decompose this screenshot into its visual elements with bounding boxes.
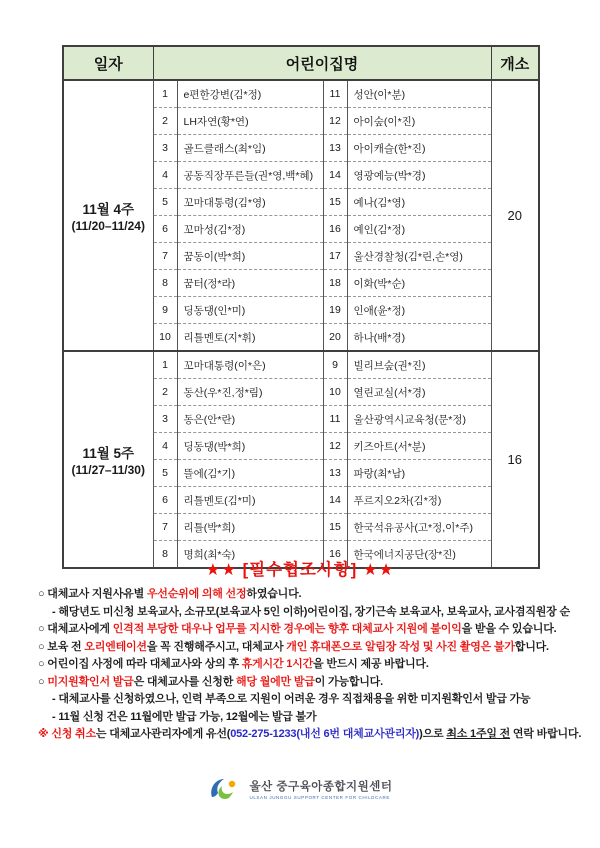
entry-number: 13 <box>323 460 347 487</box>
daycare-name: 한국석유공사(고*정,이*주) <box>347 514 491 541</box>
notice-segment-red: 우선순위에 의해 선정 <box>146 588 247 600</box>
entry-number: 3 <box>153 135 177 162</box>
daycare-name: 공동직장푸른들(권*영,백*혜) <box>177 162 323 189</box>
daycare-name: 한국에너지공단(장*진) <box>347 541 491 569</box>
entry-number: 6 <box>153 216 177 243</box>
week-label-line1: 11월 5주 <box>82 446 135 461</box>
daycare-name: e편한강변(김*정) <box>177 80 323 108</box>
notice-segment-plain: 을 받을 수 있습니다. <box>461 623 557 635</box>
daycare-name: 열린교실(서*경) <box>347 379 491 406</box>
daycare-name: 하나(배*경) <box>347 324 491 352</box>
table-row <box>63 80 539 108</box>
week-label-line2: (11/27–11/30) <box>71 463 145 477</box>
entry-number: 11 <box>323 406 347 433</box>
notice-segment-plain: 을 꼭 진행해주시고, 대체교사 <box>146 640 287 653</box>
notice-segment-plain: ○ 대체교사에게 <box>38 623 113 635</box>
entry-number: 1 <box>153 351 177 379</box>
table-row <box>63 351 539 379</box>
notice-line <box>38 604 570 622</box>
notice-segment-blue: 052-275-1233(내선 6번 대체교사관리자) <box>230 728 420 740</box>
notice-segment-red: 인격적 부당한 대우나 업무를 지시한 경우에는 향후 대체교사 지원에 불이익 <box>112 623 462 635</box>
header-date: 일자 <box>63 46 153 80</box>
week-count-cell: 16 <box>491 351 539 568</box>
entry-number: 4 <box>153 433 177 460</box>
notice-segment-red: 미지원확인서 발급 <box>47 675 134 688</box>
daycare-name: 예인(김*정) <box>347 216 491 243</box>
entry-number: 3 <box>153 406 177 433</box>
entry-number: 10 <box>323 379 347 406</box>
entry-number: 8 <box>153 270 177 297</box>
daycare-name: 울산광역시교육청(문*정) <box>347 406 491 433</box>
entry-number: 14 <box>323 162 347 189</box>
daycare-name: 울산경찰청(김*린,손*영) <box>347 243 491 270</box>
entry-number: 4 <box>153 162 177 189</box>
entry-number: 17 <box>323 243 347 270</box>
center-logo-icon <box>207 776 243 802</box>
week-label-line1: 11월 4주 <box>82 202 135 217</box>
daycare-name: 꼬마대통령(김*영) <box>177 189 323 216</box>
entry-number: 8 <box>153 541 177 569</box>
notice-segment-plain: ○ 어린이집 사정에 따라 대체교사와 상의 후 <box>38 658 242 670</box>
daycare-name: 성안(이*분) <box>347 80 491 108</box>
entry-number: 6 <box>153 487 177 514</box>
daycare-name: 이화(박*순) <box>347 270 491 297</box>
notice-line <box>38 621 570 639</box>
daycare-name: 골드클래스(최*임) <box>177 135 323 162</box>
week-label-cell <box>63 80 153 351</box>
daycare-name: LH자연(황*연) <box>177 108 323 135</box>
entry-number: 5 <box>153 460 177 487</box>
entry-number: 13 <box>323 135 347 162</box>
daycare-name: 리틀멘토(김*미) <box>177 487 323 514</box>
notice-line <box>38 586 570 604</box>
entry-number: 11 <box>323 80 347 108</box>
notice-segment-red: ※ 신청 취소 <box>38 728 96 740</box>
daycare-name: 명희(최*숙) <box>177 541 323 569</box>
notice-segment-plain: ○ 보육 전 <box>38 640 85 653</box>
entry-number: 12 <box>323 433 347 460</box>
required-cooperation-title: ★★ [필수협조사항] ★★ <box>205 561 395 579</box>
entry-number: 16 <box>323 216 347 243</box>
notice-segment-plain: - 해당년도 미신청 보육교사, 소규모(보육교사 5인 이하)어린이집, 장기근속 보육교사, 보육교사, 교사겸직원장 순 <box>52 605 570 618</box>
notice-line <box>38 656 570 674</box>
notice-segment-red: 개인 휴대폰으로 알림장 작성 및 사진 촬영은 불가 <box>286 640 515 653</box>
notice-segment-red: 해당 월에만 발급 <box>235 675 315 688</box>
daycare-name: 동은(안*란) <box>177 406 323 433</box>
notice-list <box>38 586 582 744</box>
daycare-name: 아이캐슬(한*진) <box>347 135 491 162</box>
entry-number: 7 <box>153 514 177 541</box>
daycare-name: 키즈아트(서*분) <box>347 433 491 460</box>
daycare-name: 푸르지오2차(김*정) <box>347 487 491 514</box>
notice-segment-underline: 최소 1주일 전 <box>446 728 511 740</box>
notice-segment-plain: ○ <box>38 675 48 688</box>
notice-line <box>38 709 570 727</box>
notice-segment-plain: 은 대체교사를 신청한 <box>133 675 236 688</box>
entry-number: 5 <box>153 189 177 216</box>
entry-number: 9 <box>153 297 177 324</box>
footer-center-name-english: ULSAN JUNGGU SUPPORT CENTER FOR CHILDCARE <box>249 795 390 800</box>
daycare-name: 꼬마대통령(이*은) <box>177 351 323 379</box>
footer-logo <box>0 776 600 802</box>
daycare-name: 뜰에(김*기) <box>177 460 323 487</box>
footer-center-name: 울산 중구육아종합지원센터 <box>249 781 393 793</box>
entry-number: 18 <box>323 270 347 297</box>
table-header-row <box>63 46 539 80</box>
notice-segment-plain: - 11월 신청 건은 11월에만 발급 가능, 12월에는 발급 불가 <box>52 710 317 723</box>
daycare-name: 아이숲(이*진) <box>347 108 491 135</box>
week-label-cell <box>63 351 153 568</box>
schedule-table <box>62 45 540 569</box>
notice-segment-red: 휴게시간 1시간 <box>241 658 314 670</box>
schedule-table-body <box>63 80 539 568</box>
entry-number: 7 <box>153 243 177 270</box>
notice-segment-plain: 을 반드시 제공 바랍니다. <box>313 658 429 670</box>
entry-number: 20 <box>323 324 347 352</box>
entry-number: 9 <box>323 351 347 379</box>
daycare-name: 동산(우*진,정*림) <box>177 379 323 406</box>
entry-number: 19 <box>323 297 347 324</box>
daycare-name: 예나(김*영) <box>347 189 491 216</box>
week-label-line2: (11/20–11/24) <box>71 219 145 233</box>
entry-number: 16 <box>323 541 347 569</box>
notice-line <box>38 674 570 692</box>
notice-line <box>38 691 570 709</box>
daycare-name: 꿈터(정*라) <box>177 270 323 297</box>
daycare-name: 파랑(최*남) <box>347 460 491 487</box>
notice-segment-plain: )으로 <box>419 728 447 740</box>
entry-number: 14 <box>323 487 347 514</box>
notice-segment-red: 오리엔테이션 <box>84 640 147 653</box>
notice-segment-plain: - 대체교사를 신청하였으나, 인력 부족으로 지원이 어려운 경우 직접채용을 위한 미지원확인서 발급 가능 <box>52 693 531 705</box>
daycare-name: 영광예능(박*경) <box>347 162 491 189</box>
daycare-name: 꿈동이(박*희) <box>177 243 323 270</box>
header-count: 개소 <box>491 46 539 80</box>
daycare-name: 빌리브숲(권*진) <box>347 351 491 379</box>
daycare-name: 인애(윤*정) <box>347 297 491 324</box>
entry-number: 1 <box>153 80 177 108</box>
notice-line <box>38 726 582 744</box>
daycare-name: 리틀(박*희) <box>177 514 323 541</box>
entry-number: 12 <box>323 108 347 135</box>
replacement-teacher-schedule-table <box>62 45 540 569</box>
entry-number: 15 <box>323 189 347 216</box>
week-count-cell: 20 <box>507 208 522 223</box>
entry-number: 2 <box>153 108 177 135</box>
notice-segment-plain: 이 가능합니다. <box>314 675 383 688</box>
notice-segment-plain: ○ 대체교사 지원사유별 <box>38 588 147 600</box>
daycare-name: 딩동댕(박*희) <box>177 433 323 460</box>
daycare-name: 딩동댕(인*미) <box>177 297 323 324</box>
header-daycare-name: 어린이집명 <box>153 46 491 80</box>
notice-line <box>38 639 570 657</box>
daycare-name: 꼬마성(김*정) <box>177 216 323 243</box>
notice-segment-plain: 하였습니다. <box>246 588 302 600</box>
daycare-name: 리틀멘토(지*휘) <box>177 324 323 352</box>
entry-number: 2 <box>153 379 177 406</box>
notice-segment-plain: 는 대체교사관리자에게 유선( <box>95 728 231 740</box>
entry-number: 15 <box>323 514 347 541</box>
notice-segment-plain: 연락 바랍니다. <box>510 728 582 740</box>
entry-number: 10 <box>153 324 177 352</box>
notice-segment-plain: 합니다. <box>514 640 549 653</box>
